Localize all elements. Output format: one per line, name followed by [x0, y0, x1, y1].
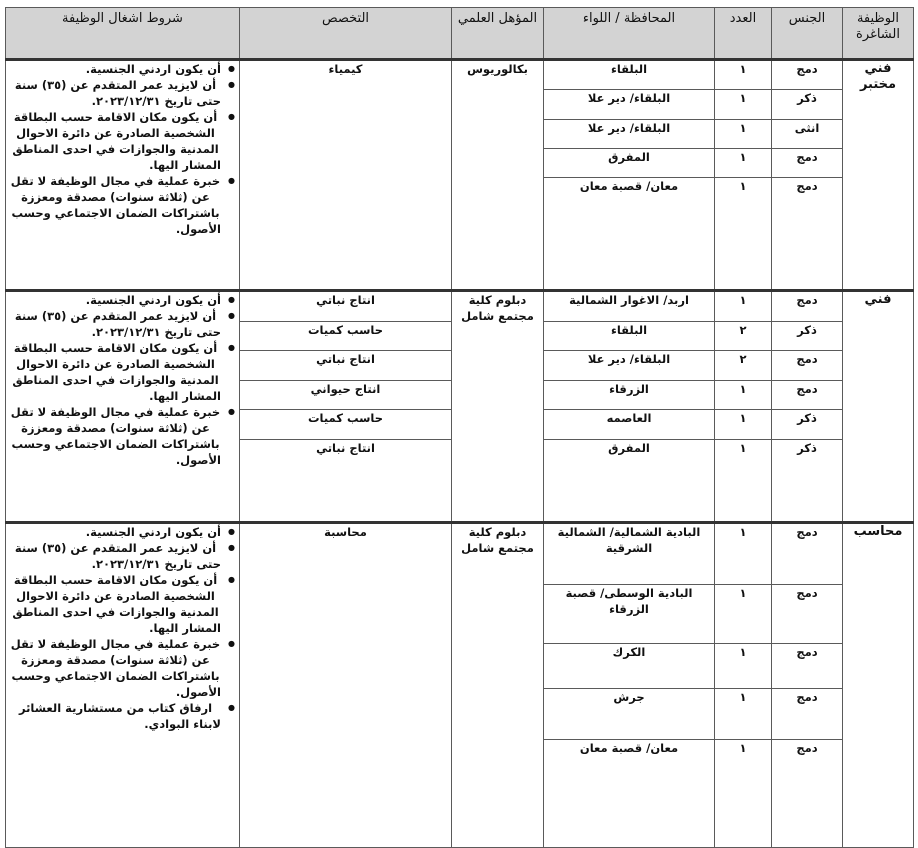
specialization-cell: حاسب كميات: [240, 410, 452, 440]
count-cell: ١: [715, 644, 772, 689]
count-cell: ١: [715, 178, 772, 291]
count-cell: ١: [715, 740, 772, 848]
specialization-cell: كيمياء: [240, 60, 452, 291]
specialization-cell: محاسبة: [240, 523, 452, 848]
vacancies-table: [5, 7, 914, 848]
condition-item: ● أن يكون مكان الاقامة حسب البطاقة الشخصية الصادرة عن دائرة الاحوال المدنية والجوازات في احدى المناطق المشار اليها.: [10, 109, 221, 173]
job-title: محاسب: [843, 523, 914, 848]
header-gender: الجنس: [772, 8, 843, 60]
specialization-cell: انتاج نباتي: [240, 351, 452, 381]
governorate-cell: البلقاء/ دير علا: [544, 90, 715, 120]
conditions-list: [10, 61, 235, 237]
gender-cell: دمج: [772, 585, 843, 644]
governorate-cell: معان/ قصبة معان: [544, 740, 715, 848]
condition-item: ● أن لايزيد عمر المتقدم عن (٣٥) سنة حتى تاريخ ٢٠٢٣/١٢/٣١.: [10, 308, 221, 340]
condition-item: ● خبرة عملية في مجال الوظيفة لا تقل عن (ثلاثة سنوات) مصدقة ومعززة باشتراكات الضمان الاجتماعي وحسب الأصول.: [10, 636, 221, 700]
condition-item: ● أن لايزيد عمر المتقدم عن (٣٥) سنة حتى تاريخ ٢٠٢٣/١٢/٣١.: [10, 77, 221, 109]
job-title: فني: [843, 291, 914, 523]
specialization-cell: انتاج نباتي: [240, 440, 452, 523]
governorate-cell: البادية الشمالية/ الشمالية الشرقية: [544, 523, 715, 585]
governorate-cell: جرش: [544, 689, 715, 740]
gender-cell: دمج: [772, 291, 843, 322]
gender-cell: دمج: [772, 644, 843, 689]
governorate-cell: البلقاء: [544, 322, 715, 351]
count-cell: ١: [715, 90, 772, 120]
gender-cell: دمج: [772, 60, 843, 90]
condition-item: ● أن يكون مكان الاقامة حسب البطاقة الشخصية الصادرة عن دائرة الاحوال المدنية والجوازات في احدى المناطق المشار اليها.: [10, 572, 221, 636]
conditions-list: [10, 524, 235, 732]
qualification-cell: دبلوم كلية مجتمع شامل: [452, 291, 544, 523]
governorate-cell: معان/ قصبة معان: [544, 178, 715, 291]
conditions-list: [10, 292, 235, 468]
governorate-cell: البلقاء: [544, 60, 715, 90]
specialization-cell: حاسب كميات: [240, 322, 452, 351]
governorate-cell: البلقاء/ دير علا: [544, 351, 715, 381]
gender-cell: دمج: [772, 149, 843, 178]
conditions-cell: [6, 60, 240, 291]
governorate-cell: العاصمه: [544, 410, 715, 440]
gender-cell: ذكر: [772, 410, 843, 440]
conditions-cell: [6, 291, 240, 523]
count-cell: ١: [715, 149, 772, 178]
count-cell: ١: [715, 440, 772, 523]
count-cell: ٢: [715, 351, 772, 381]
condition-item: ● خبرة عملية في مجال الوظيفة لا تقل عن (ثلاثة سنوات) مصدقة ومعززة باشتراكات الضمان الاجتماعي وحسب الأصول.: [10, 173, 221, 237]
count-cell: ١: [715, 120, 772, 149]
table-row: [6, 523, 914, 585]
header-governorate: المحافظة / اللواء: [544, 8, 715, 60]
table-row: [6, 291, 914, 322]
header-specialization: التخصص: [240, 8, 452, 60]
condition-item: ● أن لايزيد عمر المتقدم عن (٣٥) سنة حتى تاريخ ٢٠٢٣/١٢/٣١.: [10, 540, 221, 572]
count-cell: ١: [715, 60, 772, 90]
table-row: [6, 60, 914, 90]
header-row: [6, 8, 914, 60]
condition-item: ● أن يكون اردني الجنسية.: [10, 61, 221, 77]
count-cell: ١: [715, 585, 772, 644]
header-count: العدد: [715, 8, 772, 60]
governorate-cell: المفرق: [544, 149, 715, 178]
qualification-cell: بكالوريوس: [452, 60, 544, 291]
governorate-cell: الكرك: [544, 644, 715, 689]
condition-item: ● ارفاق كتاب من مستشارية العشائر لابناء البوادي.: [10, 700, 221, 732]
count-cell: ١: [715, 689, 772, 740]
condition-item: ● أن يكون اردني الجنسية.: [10, 524, 221, 540]
governorate-cell: المفرق: [544, 440, 715, 523]
count-cell: ٢: [715, 322, 772, 351]
gender-cell: ذكر: [772, 322, 843, 351]
condition-item: ● أن يكون مكان الاقامة حسب البطاقة الشخصية الصادرة عن دائرة الاحوال المدنية والجوازات في احدى المناطق المشار اليها.: [10, 340, 221, 404]
count-cell: ١: [715, 291, 772, 322]
gender-cell: دمج: [772, 689, 843, 740]
count-cell: ١: [715, 410, 772, 440]
qualification-cell: دبلوم كلية مجتمع شامل: [452, 523, 544, 848]
condition-item: ● أن يكون اردني الجنسية.: [10, 292, 221, 308]
specialization-cell: انتاج نباتي: [240, 291, 452, 322]
count-cell: ١: [715, 381, 772, 410]
gender-cell: انثى: [772, 120, 843, 149]
gender-cell: ذكر: [772, 440, 843, 523]
governorate-cell: الزرقاء: [544, 381, 715, 410]
count-cell: ١: [715, 523, 772, 585]
gender-cell: ذكر: [772, 90, 843, 120]
gender-cell: دمج: [772, 351, 843, 381]
gender-cell: دمج: [772, 381, 843, 410]
governorate-cell: اربد/ الاغوار الشمالية: [544, 291, 715, 322]
job-title: فني مختبر: [843, 60, 914, 291]
governorate-cell: البادية الوسطى/ قصبة الزرقاء: [544, 585, 715, 644]
gender-cell: دمج: [772, 178, 843, 291]
condition-item: ● خبرة عملية في مجال الوظيفة لا تقل عن (ثلاثة سنوات) مصدقة ومعززة باشتراكات الضمان الاجتماعي وحسب الأصول.: [10, 404, 221, 468]
header-conditions: شروط اشغال الوظيفة: [6, 8, 240, 60]
gender-cell: دمج: [772, 740, 843, 848]
gender-cell: دمج: [772, 523, 843, 585]
specialization-cell: انتاج حيواني: [240, 381, 452, 410]
header-qualification: المؤهل العلمي: [452, 8, 544, 60]
header-job: الوظيفة الشاغرة: [843, 8, 914, 60]
conditions-cell: [6, 523, 240, 848]
governorate-cell: البلقاء/ دير علا: [544, 120, 715, 149]
